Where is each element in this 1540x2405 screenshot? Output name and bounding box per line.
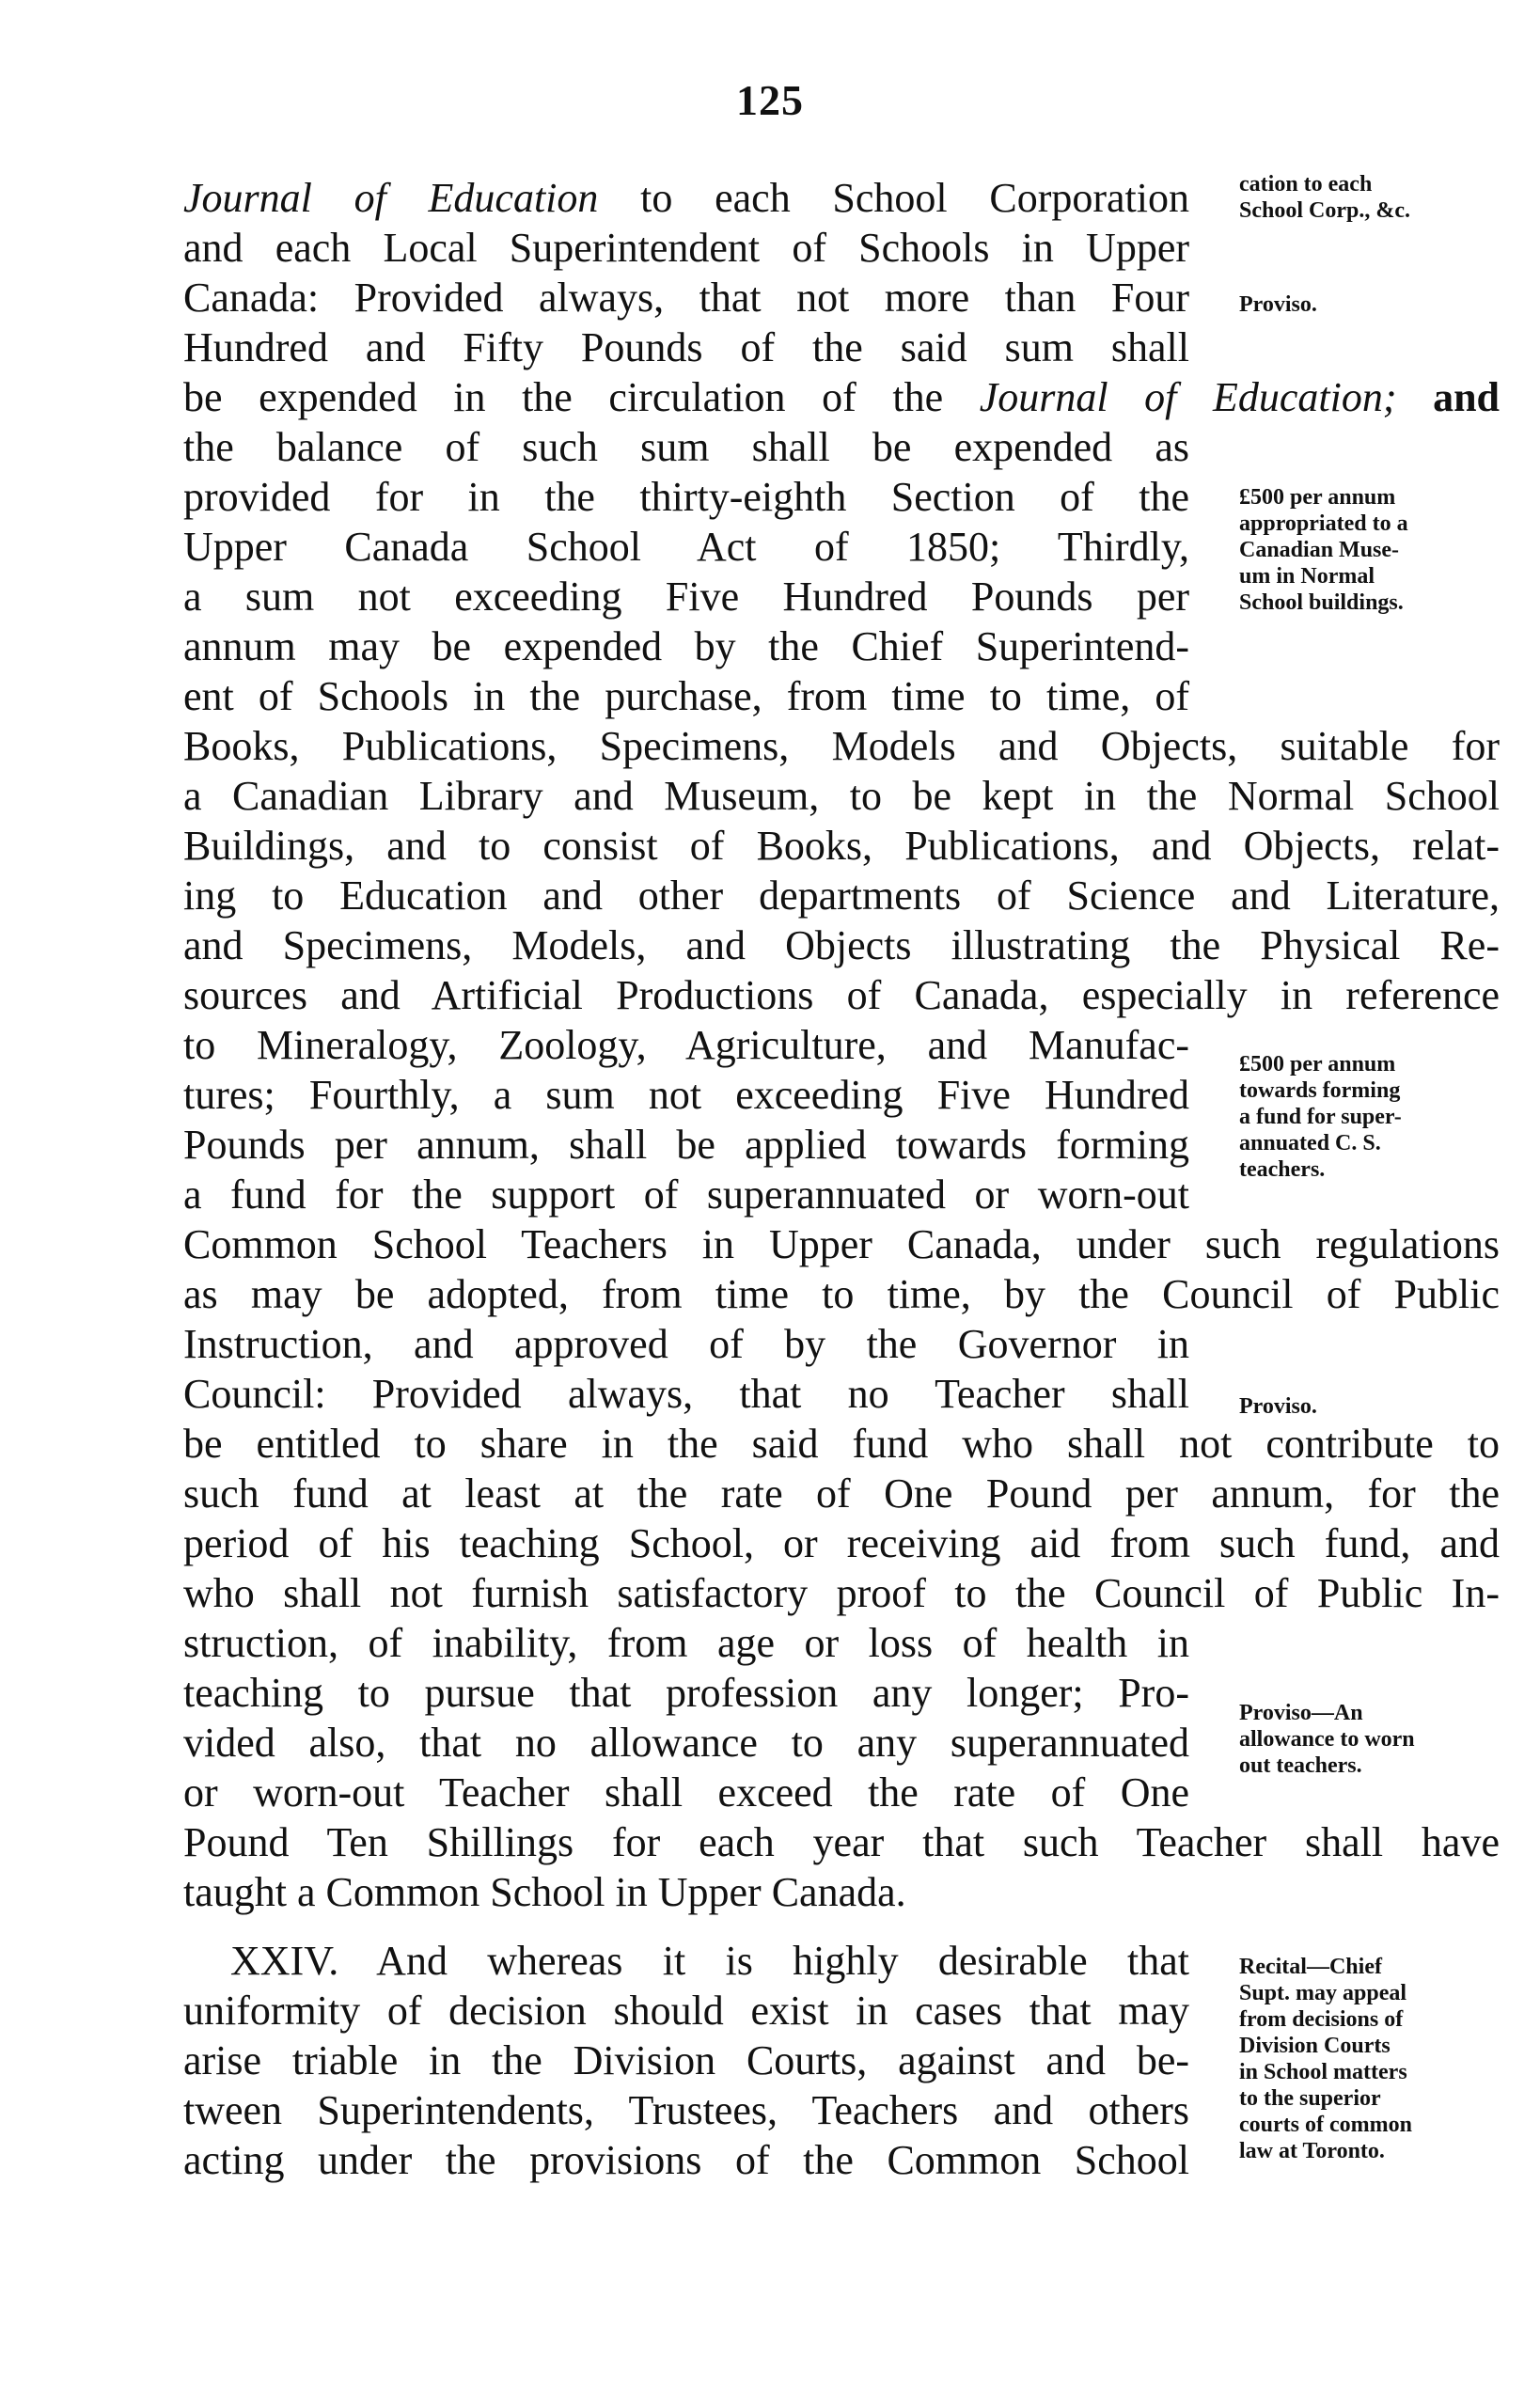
text-line: arise triable in the Division Courts, against and be- [183,2037,1189,2083]
text-line: the balance of such sum shall be expended as [183,424,1189,470]
section-start-line: XXIV. And whereas it is highly desirable that [230,1938,1189,1984]
text-line: ent of Schools in the purchase, from time to time, of [183,673,1189,719]
text-line: to Mineralogy, Zoology, Agriculture, and Manufac- [183,1022,1189,1068]
text-line: annum may be expended by the Chief Superintend- [183,623,1189,669]
text-line: a sum not exceeding Five Hundred Pounds per [183,574,1189,620]
text-line: who shall not furnish satisfactory proof to the Council of Public In- [183,1570,1500,1616]
text-line: uniformity of decision should exist in cases that may [183,1988,1189,2034]
text-line: sources and Artificial Productions of Canada, especially in reference [183,972,1500,1018]
margin-note: Proviso—An allowance to worn out teachers. [1239,1701,1415,1778]
margin-note-proviso: Proviso. [1239,292,1317,317]
text-line: tures; Fourthly, a sum not exceeding Five Hundred [183,1072,1189,1118]
text-line: teaching to pursue that profession any longer; Pro- [183,1670,1189,1716]
text-line: such fund at least at the rate of One Pound per annum, for the [183,1470,1500,1517]
text-line: Buildings, and to consist of Books, Publications, and Objects, relat- [183,823,1500,869]
text-line: tween Superintendents, Trustees, Teachers and others [183,2087,1189,2133]
text-line: Upper Canada School Act of 1850; Thirdly, [183,524,1189,570]
text-line: ing to Education and other departments of Science and Literature, [183,872,1500,919]
text-line: be entitled to share in the said fund who shall not contribute to [183,1421,1500,1467]
text-line: provided for in the thirty-eighth Section of the [183,474,1189,520]
text-line: Common School Teachers in Upper Canada, under such regulations [183,1221,1500,1267]
margin-note: Recital—Chief Supt. may appeal from decisions of Division Courts in School matters to the superior courts of common law at Toronto. [1239,1955,1412,2163]
margin-note: £500 per annum towards forming a fund for super- annuated C. S. teachers. [1239,1052,1402,1182]
text-line: taught a Common School in Upper Canada. [183,1869,906,1915]
page-number: 125 [736,76,804,124]
text-line: a Canadian Library and Museum, to be kept in the Normal School [183,773,1500,819]
text-line: period of his teaching School, or receiving aid from such fund, and [183,1520,1500,1566]
text-line: as may be adopted, from time to time, by the Council of Public [183,1271,1500,1317]
text-line: a fund for the support of superannuated or worn-out [183,1171,1189,1218]
text-line: struction, of inability, from age or loss of health in [183,1620,1189,1666]
margin-note: cation to each School Corp., &c. [1239,172,1410,223]
text-line: acting under the provisions of the Common School [183,2137,1189,2183]
text-line: Instruction, and approved of by the Governor in [183,1321,1189,1367]
text-line: Books, Publications, Specimens, Models and Objects, suitable for [183,723,1500,769]
text-line: and Specimens, Models, and Objects illustrating the Physical Re- [183,922,1500,968]
text-line: or worn-out Teacher shall exceed the rate of One [183,1769,1189,1816]
text-line: and each Local Superintendent of Schools in Upper [183,225,1189,271]
text-line: Hundred and Fifty Pounds of the said sum shall [183,324,1189,370]
margin-note: £500 per annum appropriated to a Canadian Muse- um in Normal School buildings. [1239,485,1408,615]
text-line: be expended in the circulation of the Journal of Education; and [183,374,1501,420]
text-line: Council: Provided always, that no Teacher shall [183,1371,1189,1417]
text-line: Pound Ten Shillings for each year that such Teacher shall have [183,1819,1500,1865]
text-line: Canada: Provided always, that not more than Four [183,275,1189,321]
text-line: vided also, that no allowance to any superannuated [183,1720,1189,1766]
margin-note-proviso: Proviso. [1239,1394,1317,1419]
text-line: Journal of Education to each School Corporation [183,175,1189,221]
text-line: Pounds per annum, shall be applied towards forming [183,1122,1189,1168]
